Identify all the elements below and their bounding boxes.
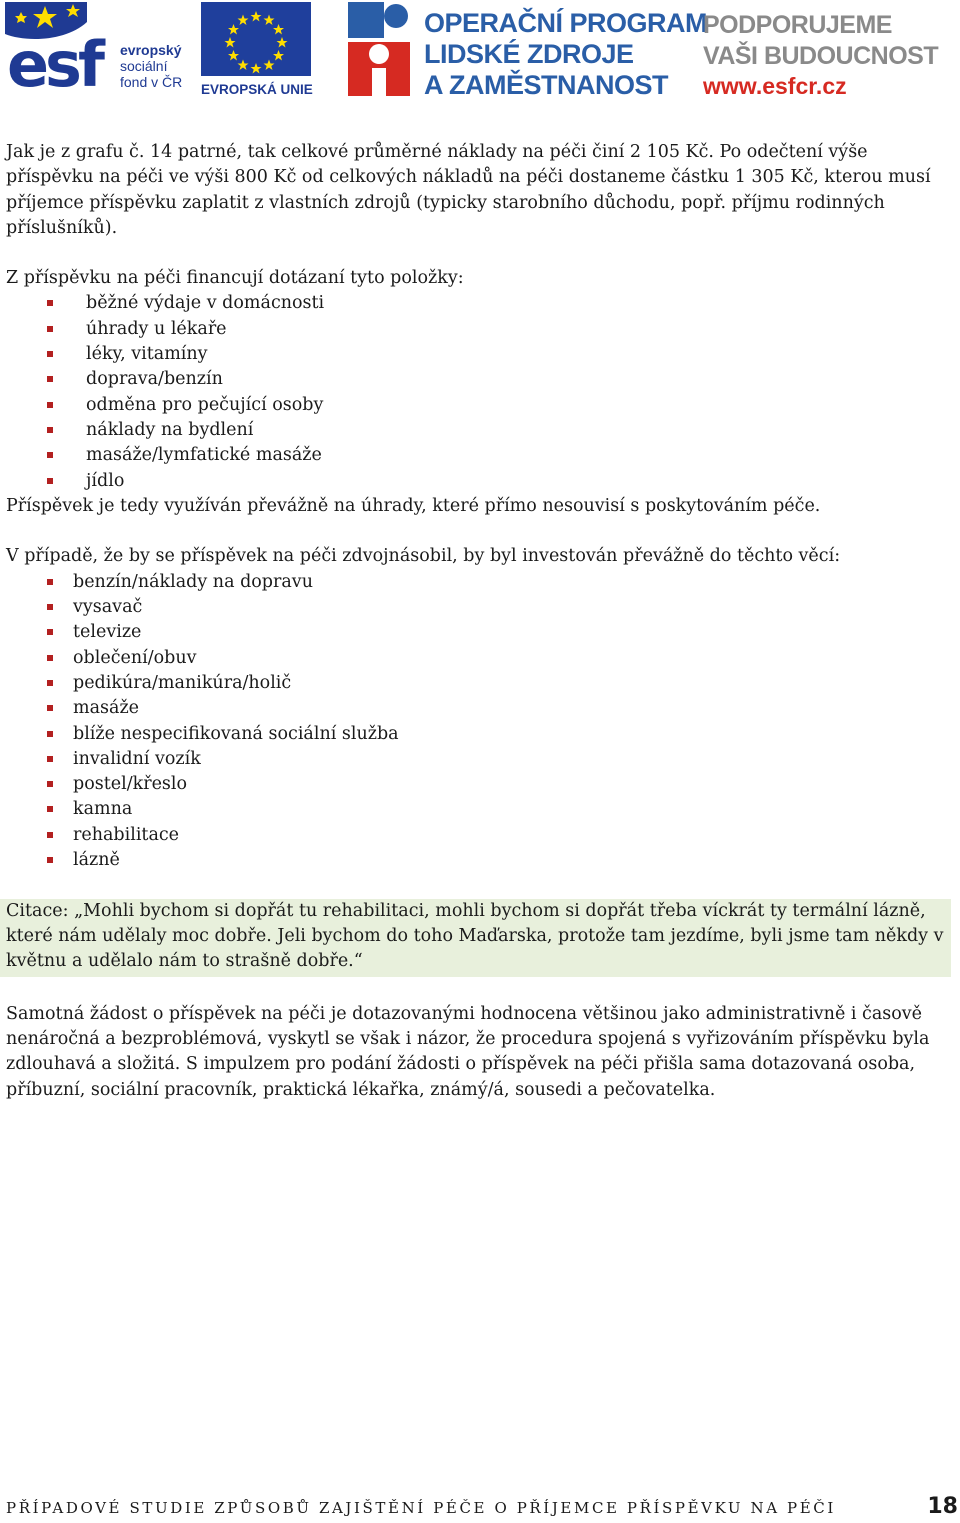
list-item: vysavač [6, 595, 951, 620]
spacer [6, 873, 951, 898]
pod-line1: PODPORUJEME [703, 11, 892, 39]
list-item: televize [6, 620, 951, 645]
esf-line2: sociální [120, 58, 168, 74]
quote-box: Citace: „Mohli bychom si dopřát tu rehabilitaci, mohli bychom si dopřát třeba víckrát ty termální lázně, které nám udělaly moc dobře. Jeli bychom do toho Maďarska, protože tam jezdíme, byli jsme tam někdy v květnu a udělalo nám to strašně dobře.“ [0, 899, 951, 977]
list-item: rehabilitace [6, 823, 951, 848]
doubled-investment-list [6, 570, 951, 874]
op-line1: OPERAČNÍ PROGRAM [424, 8, 708, 38]
pod-line2: VAŠI BUDOUCNOST [703, 42, 939, 70]
eu-flag-icon [201, 2, 311, 76]
list-item: kamna [6, 797, 951, 822]
esf-letters: esf [7, 28, 101, 101]
list-item: postel/křeslo [6, 772, 951, 797]
list-item: invalidní vozík [6, 747, 951, 772]
op-caption [424, 8, 707, 101]
list-item: úhrady u lékaře [6, 317, 951, 342]
document-body [6, 140, 951, 1103]
list-item: léky, vitamíny [6, 342, 951, 367]
list-item: lázně [6, 848, 951, 873]
list-item: náklady na bydlení [6, 418, 951, 443]
list-item: benzín/náklady na dopravu [6, 570, 951, 595]
esf-line3: fond v ČR [120, 74, 183, 90]
op-line2: LIDSKÉ ZDROJE [424, 39, 634, 69]
op-line3: A ZAMĚSTNANOST [424, 70, 668, 100]
list-item: blíže nespecifikovaná sociální služba [6, 722, 951, 747]
list2-intro: V případě, že by se příspěvek na péči zdvojnásobil, by byl investován převážně do těchto věcí: [6, 546, 841, 567]
list-item: masáže [6, 696, 951, 721]
financed-items-list [6, 291, 951, 493]
esf-logo [5, 2, 195, 101]
page-number: 18 [927, 1494, 958, 1519]
spacer [6, 977, 951, 1002]
paragraph-application: Samotná žádost o příspěvek na péči je dotazovanými hodnocena většinou jako administrativně i časově nenáročná a bezproblémová, vyskytl se však i názor, že procedura spojená s vyřizováním příspěvku byla zdlouhavá a složitá. S impulzem pro podání žádosti o příspěvek na péči přišla sama dotazovaná osoba, příbuzní, sociální pracovník, praktická lékařka, známý/á, sousedi a pečovatelka. [6, 1003, 930, 1100]
list-item: odměna pro pečující osoby [6, 393, 951, 418]
list1-outro: Příspěvek je tedy využíván převážně na úhrady, které přímo nesouvisí s poskytováním péče. [6, 495, 821, 516]
eu-caption: EVROPSKÁ UNIE [201, 82, 313, 97]
spacer [6, 519, 951, 544]
esf-line1: evropský [120, 42, 182, 58]
podporujeme-logo [703, 10, 953, 100]
op-lzz-logo [348, 2, 708, 100]
list-item: pedikúra/manikúra/holič [6, 671, 951, 696]
list-item: běžné výdaje v domácnosti [6, 291, 951, 316]
op-figure-icon [348, 2, 414, 98]
esfcr-link[interactable]: www.esfcr.cz [703, 73, 847, 99]
eu-logo [201, 2, 313, 98]
list-item: masáže/lymfatické masáže [6, 443, 951, 468]
esf-caption [120, 42, 182, 90]
footer-title: PŘÍPADOVÉ STUDIE ZPŮSOBŮ ZAJIŠTĚNÍ PÉČE O PŘÍJEMCE PŘÍSPĚVKU NA PÉČI [6, 1499, 836, 1517]
list-item: oblečení/obuv [6, 646, 951, 671]
paragraph-costs: Jak je z grafu č. 14 patrné, tak celkové průměrné náklady na péči činí 2 105 Kč. Po odečtení výše příspěvku na péči ve výši 800 Kč od celkových nákladů na péči dostaneme částku 1 305 Kč, kterou musí příjemce příspěvku zaplatit z vlastních zdrojů (typicky starobního důchodu, popř. příjmu rodinných příslušníků). [6, 142, 931, 238]
list1-intro: Z příspěvku na péči financují dotázaní tyto položky: [6, 268, 464, 289]
header-logos [0, 0, 960, 110]
list-item: doprava/benzín [6, 367, 951, 392]
list-item: jídlo [6, 469, 951, 494]
